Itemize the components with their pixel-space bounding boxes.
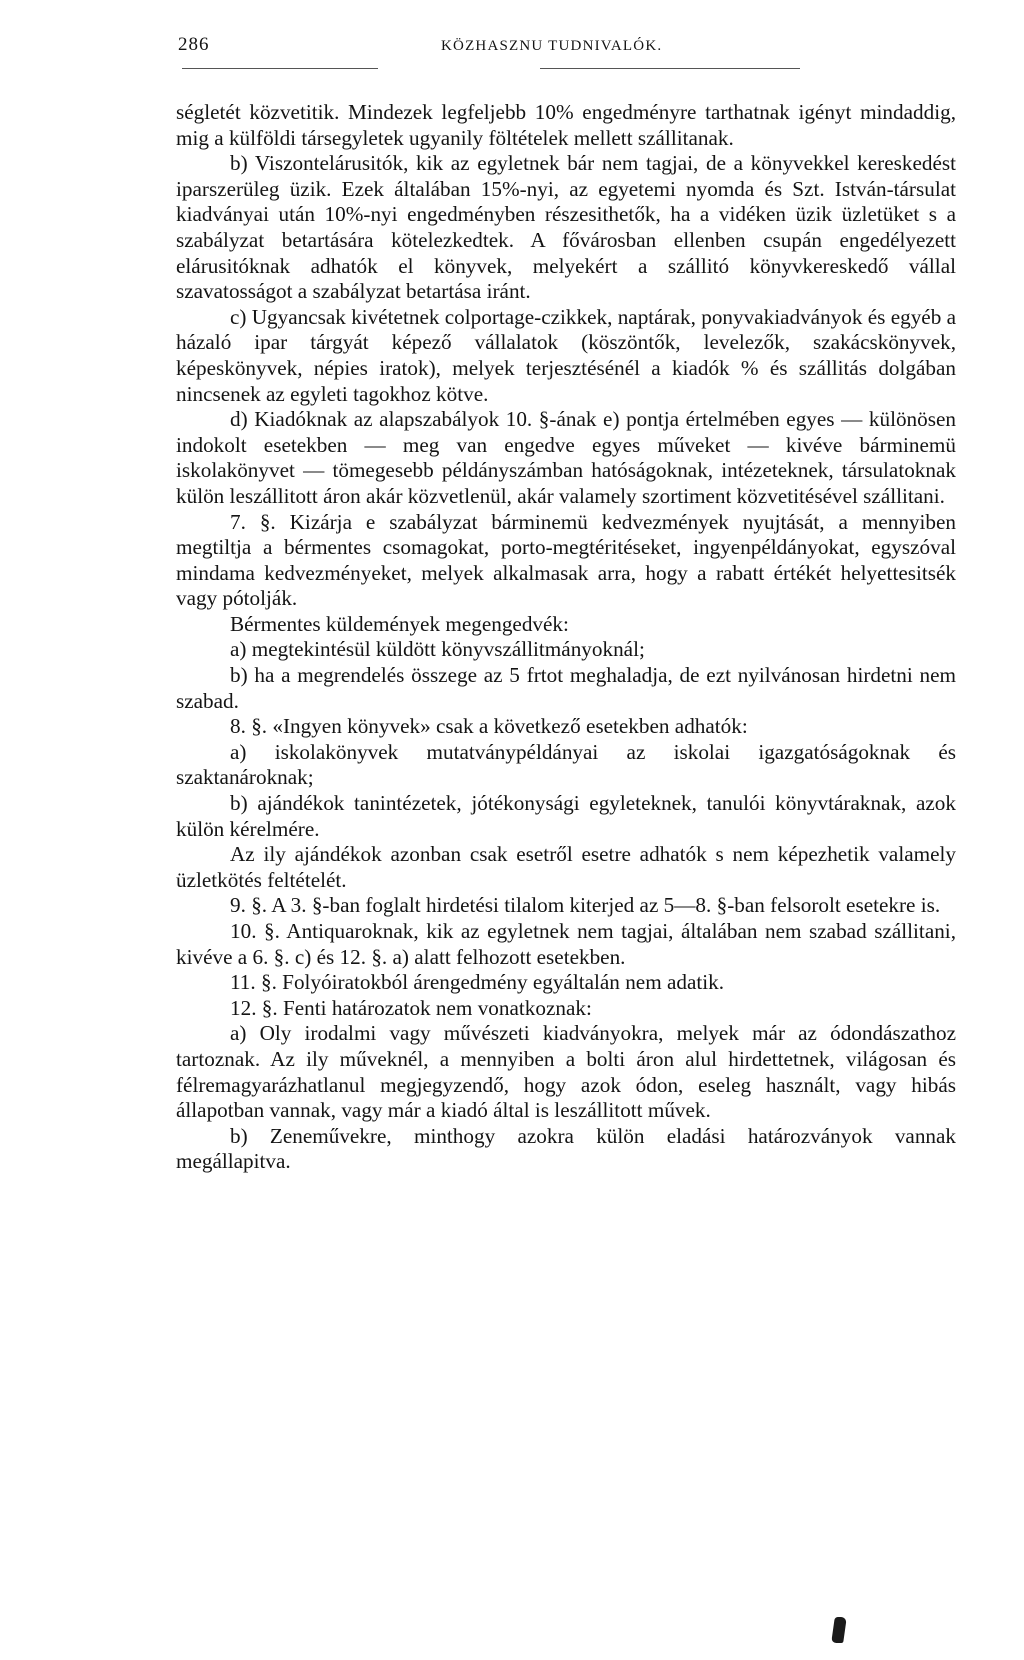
body-text xyxy=(176,100,956,1175)
paragraph: b) Zeneművekre, minthogy azokra külön eladási határozványok vannak megállapitva. xyxy=(176,1123,956,1174)
paragraph: 11. §. Folyóiratokból árengedmény egyáltalán nem adatik. xyxy=(230,970,725,995)
paragraph: ségletét közvetitik. Mindezek legfeljebb 10% engedményre tarthatnak igényt mindaddig, mig a külföldi társegyletek ugyanily föltételek mellett szállitanak. xyxy=(176,100,956,150)
paragraph: a) megtekintésül küldött könyvszállitmányoknál; xyxy=(230,637,645,662)
header-rule-right xyxy=(540,68,800,69)
header-rule-left xyxy=(182,68,378,69)
paragraph: a) Oly irodalmi vagy művészeti kiadványokra, melyek már az ódondászathoz tartoznak. Az ily műveknél, a mennyiben a bolti áron alul hirdettetnek, világosan és félremagyarázhatlanul megjegyzendő, hogy azok ódon, eseleg használt, vagy hibás állapotban vannak, vagy már a kiadó által is leszállitott művek. xyxy=(176,1021,956,1123)
paragraph: b) Viszontelárusitók, kik az egyletnek bár nem tagjai, de a könyvekkel kereskedést iparszerüleg üzik. Ezek általában 15%-nyi, az egyetemi nyomda és Szt. István-társulat kiadványai után 10%-nyi engedményben részesithetők, ha a vidéken üzik üzletüket s a szabályzat betartására kötelezkedtek. A fővárosban ellenben csupán engedélyezett elárusitóknak adhatók el könyvek, melyekért a szállitó könyvkereskedő vállal szavatosságot a szabályzat betartása iránt. xyxy=(176,151,956,304)
paragraph: a) iskolakönyvek mutatványpéldányai az iskolai igazgatóságoknak és szaktanároknak; xyxy=(176,739,956,790)
paragraph: 10. §. Antiquaroknak, kik az egyletnek nem tagjai, általában nem szabad szállitani, kivéve a 6. §. c) és 12. §. a) alatt felhozott esetekben. xyxy=(176,919,956,969)
printer-mark-icon xyxy=(831,1617,847,1643)
paragraph: 8. §. «Ingyen könyvek» csak a következő esetekben adhatók: xyxy=(230,714,748,739)
paragraph: Bérmentes küldemények megengedvék: xyxy=(230,611,569,636)
running-head: KÖZHASZNU TUDNIVALÓK. xyxy=(441,38,663,54)
paragraph: 7. §. Kizárja e szabályzat bárminemü kedvezmények nyujtását, a mennyiben megtiltja a bérmentes csomagokat, porto-megtéritéseket, ingyenpéldányokat, egyszóval mindama kedvezményeket, melyek alkalmasak arra, hogy a rabatt értékét helyettesitsék vagy pótolják. xyxy=(176,509,956,611)
paragraph: b) ha a megrendelés összege az 5 frtot meghaladja, de ezt nyilvánosan hirdetni nem szabad. xyxy=(176,663,956,713)
paragraph: c) Ugyancsak kivétetnek colportage-czikkek, naptárak, ponyvakiadványok és egyéb a házaló ipar tárgyát képező vállalatok (köszöntők, levelezők, szakácskönyvek, képeskönyvek, népies iratok), melyek terjesztésénél a kiadók % és szállitás dolgában nincsenek az egyleti tagokhoz kötve. xyxy=(176,304,956,406)
paragraph: Az ily ajándékok azonban csak esetről esetre adhatók s nem képezhetik valamely üzletkötés feltételét. xyxy=(176,842,956,892)
page-number: 286 xyxy=(178,34,210,55)
paragraph: b) ajándékok tanintézetek, jótékonysági egyleteknek, tanulói könyvtáraknak, azok külön kérelmére. xyxy=(176,791,956,841)
paragraph: d) Kiadóknak az alapszabályok 10. §-ának e) pontja értelmében egyes — különösen indokolt esetekben — meg van engedve egyes műveket — kivéve bárminemü iskolakönyvet — tömegesebb példányszámban hatóságoknak, intézeteknek, társulatoknak külön leszállitott áron akár közvetlenül, akár valamely szortiment közvetitésével szállitani. xyxy=(176,407,956,508)
paragraph: 9. §. A 3. §-ban foglalt hirdetési tilalom kiterjed az 5—8. §-ban felsorolt esetekre is. xyxy=(230,893,941,918)
paragraph: 12. §. Fenti határozatok nem vonatkoznak: xyxy=(230,995,592,1020)
page-header xyxy=(178,34,962,64)
